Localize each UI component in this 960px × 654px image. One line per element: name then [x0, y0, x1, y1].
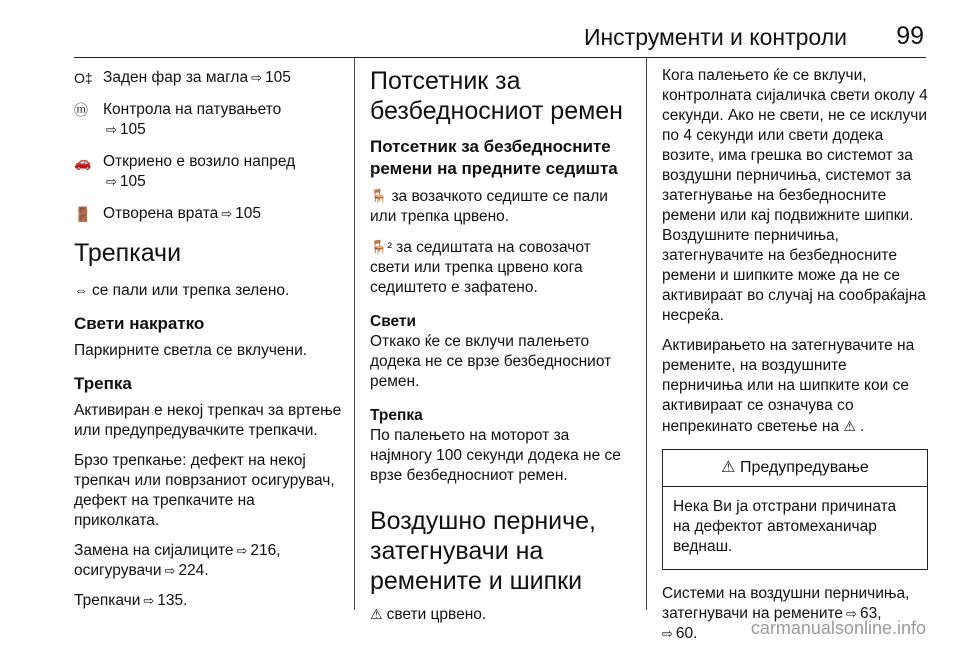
door-open-icon: 🚪 — [74, 206, 92, 222]
watermark: carmanualsonline.info — [750, 618, 926, 638]
column-divider-1 — [354, 58, 355, 610]
airbag-text: ⚠ свети црвено. — [370, 606, 487, 623]
subheading-blinks-2: Трепка — [370, 407, 423, 424]
page-header — [0, 0, 960, 58]
page-ref-link[interactable]: 135 — [157, 592, 184, 609]
page-number: 99 — [896, 22, 924, 50]
seatbelt-passenger-icon: 🪑² — [370, 239, 393, 255]
arrow-icon[interactable]: ⇨ — [221, 206, 233, 221]
list-item: O‡ Заден фар за магла ⇨ 105 — [74, 69, 291, 86]
warning-triangle-icon: ⚠ — [721, 459, 736, 476]
airbag-paragraph-1: Кога палењето ќе се вклучи, контролната сијаличка свети околу 4 секунди. Ако не свети, не се исклучи по 4 секунди или свети додека возите, има грешка во системот за воздушни перничиња, системот за затегнување на безбедносните ремени или кај подвижните шипки. Воздушните перничиња, затегнувачите на безбедносните ремени и шипките може да не се активираат во случај на сообраќајна несреќа. — [662, 67, 928, 324]
blink-paragraph-2: Брзо трепкање: дефект на некој трепкач или поврзаниот осигурувач, дефект на трепкачите на приколката. — [74, 452, 335, 529]
page-ref-link[interactable]: 105 — [265, 69, 291, 86]
arrow-icon[interactable]: ⇨ — [662, 626, 673, 641]
driver-seat-text: 🪑 за возачкото седиште се пали или трепка црвено. — [370, 188, 608, 225]
column-3 — [662, 66, 928, 654]
warning-header: ⚠ Предупредување — [663, 450, 927, 487]
section-heading-airbag: Воздушно перниче, затегнувачи на ремените и шипки — [370, 507, 597, 595]
airbag-icon: ⚠ — [843, 418, 856, 434]
arrow-icon[interactable]: ⇨ — [106, 174, 117, 189]
blink-paragraph-4: Трепкачи ⇨ 135. — [74, 592, 188, 609]
column-1 — [74, 68, 344, 621]
turn-signal-icon: ⇔ — [74, 282, 88, 298]
page-ref-link[interactable]: 216 — [250, 542, 277, 559]
on-text: Откако ќе се вклучи палењето додека не се врзе безбедносниот ремен. — [370, 333, 612, 390]
turn-signal-text: ⇔ се пали или трепка зелено. — [74, 282, 290, 299]
airbag-icon: ⚠ — [370, 606, 383, 622]
page-ref-link[interactable]: 63 — [859, 605, 878, 622]
arrow-icon[interactable]: ⇨ — [164, 563, 176, 578]
column-2 — [370, 66, 634, 635]
blink-paragraph-1: Активиран е некој трепкач за вртење или предупредувачките трепкачи. — [74, 402, 342, 439]
page-ref-link[interactable]: 224 — [178, 562, 205, 579]
subheading-on: Свети — [370, 313, 417, 330]
page-ref-link[interactable]: 105 — [119, 173, 146, 190]
page-title: Инструменти и контроли — [583, 24, 847, 50]
airbag-paragraph-3: Системи на воздушни перничиња, затегнувачи на ремените ⇨ 63, ⇨ 60. — [662, 585, 910, 642]
page-ref-link[interactable]: 60 — [675, 625, 694, 642]
blink-text: По палењето на моторот за најмногу 100 секунди додека не се врзе безбедносниот ремен. — [370, 427, 621, 484]
page-ref-link[interactable]: 105 — [119, 121, 146, 138]
list-item: ⓜ Контрола на патувањето ⇨ 105 — [74, 101, 282, 138]
arrow-icon[interactable]: ⇨ — [846, 606, 857, 621]
header-rule — [74, 57, 926, 58]
page-ref-link[interactable]: 105 — [235, 205, 262, 222]
list-item: 🚗 Откриено е возило напред ⇨ 105 — [74, 153, 296, 190]
rear-fog-light-icon: O‡ — [74, 70, 93, 86]
arrow-icon[interactable]: ⇨ — [236, 543, 248, 558]
subheading-front-seatbelts: Потсетник за безбедносните ремени на предните седишта — [370, 137, 618, 178]
airbag-paragraph-2: Активирањето на затегнувачите на ремените, на воздушните перничиња или на шипките кои се активираат се означува со непрекинато светење на ⚠ . — [662, 337, 915, 435]
arrow-icon[interactable]: ⇨ — [143, 593, 155, 608]
warning-box — [662, 449, 928, 570]
subheading-lights-briefly: Свети накратко — [74, 314, 205, 333]
vehicle-ahead-icon: 🚗 — [74, 154, 92, 170]
section-heading-turn-signals: Трепкачи — [74, 239, 182, 267]
arrow-icon[interactable]: ⇨ — [106, 122, 117, 137]
list-item: 🚪 Отворена врата ⇨ 105 — [74, 205, 262, 222]
cruise-control-icon: ⓜ — [74, 102, 88, 118]
arrow-icon[interactable]: ⇨ — [251, 70, 263, 85]
seatbelt-driver-icon: 🪑 — [370, 188, 388, 204]
passenger-seat-text: 🪑² за седиштата на совозачот свети или трепка црвено кога седиштето е зафатено. — [370, 239, 591, 296]
lights-briefly-text: Паркирните светла се вклучени. — [74, 342, 308, 359]
column-divider-2 — [646, 58, 647, 610]
subheading-blinks: Трепка — [74, 374, 132, 393]
warning-text: Нека Ви ја отстрани причината на дефектот автомеханичар веднаш. — [673, 498, 897, 555]
blink-paragraph-3: Замена на сијалиците ⇨ 216, осигурувачи ⇨ 224. — [74, 542, 281, 579]
section-heading-seatbelt: Потсетник за безбедносниот ремен — [370, 67, 623, 125]
